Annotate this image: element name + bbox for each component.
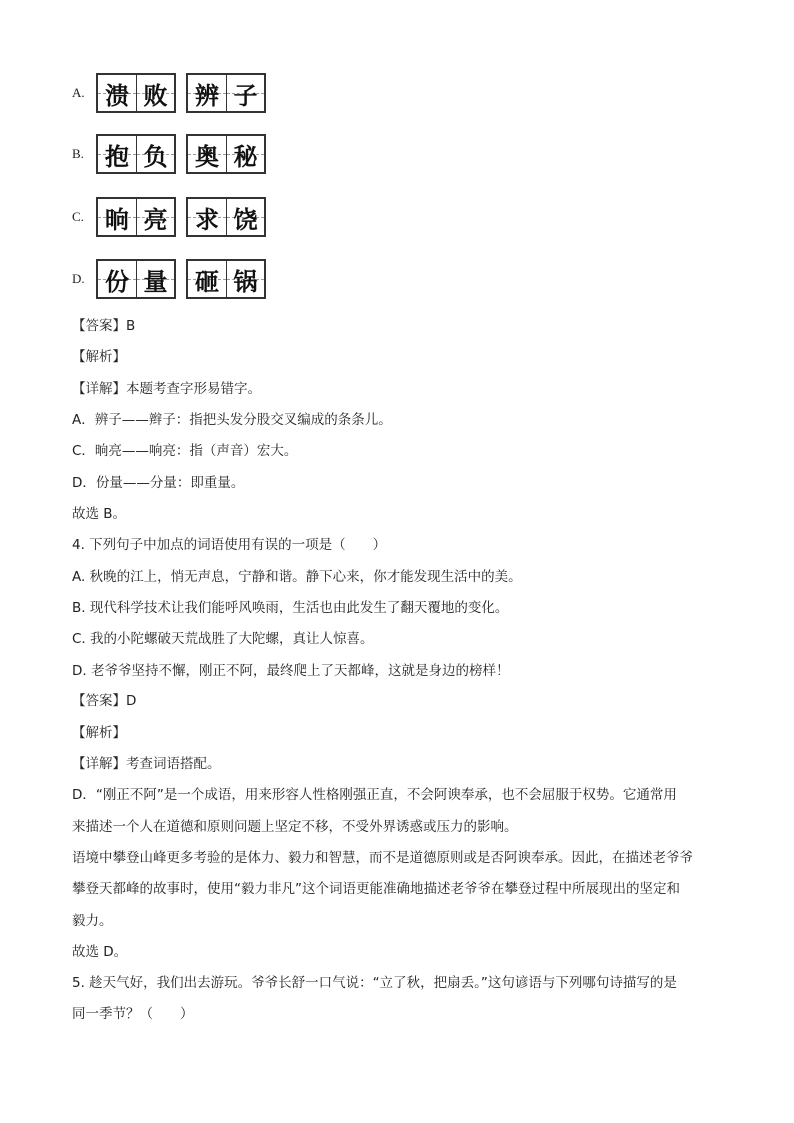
note-line: C．晌亮——响亮：指（声音）宏大。 [72,443,298,459]
char-cell: 饶 [226,199,264,235]
conclusion-line: 故选 B。 [72,506,127,522]
char-cell: 求 [188,199,226,235]
choice-line: D. 老爷爷坚持不懈，刚正不阿，最终爬上了天都峰，这就是身边的榜样！ [72,663,510,679]
explanation-line: 来描述一个人在道德和原则问题上坚定不移，不受外界诱惑或压力的影响。 [72,819,518,835]
explanation-line: D．“刚正不阿”是一个成语，用来形容人性格刚强正直，不会阿谀奉承，也不会屈服于权势。它通常用 [72,787,677,803]
char-cell: 子 [226,75,264,111]
detail-line: 【详解】本题考查字形易错字。 [72,381,261,397]
word-box [96,134,176,174]
answer-line: 【答案】D [72,693,137,709]
analysis-heading: 【解析】 [72,349,126,365]
word-box [96,197,176,237]
question-stem: 4. 下列句子中加点的词语使用有误的一项是（ ） [72,537,387,553]
word-box [96,259,176,299]
word-box [186,259,266,299]
char-cell: 晌 [98,199,136,235]
word-box [96,73,176,113]
option-label: D. [72,271,85,286]
question-stem: 5. 趁天气好，我们出去游玩。爷爷长舒一口气说：“立了秋，把扇丢。”这句谚语与下列哪句诗描写的是 [72,975,677,991]
char-cell: 亮 [136,199,174,235]
option-b [72,134,276,174]
word-box [186,197,266,237]
char-cell: 奥 [188,136,226,172]
char-cell: 份 [98,261,136,297]
note-line: D．份量——分量：即重量。 [72,475,245,491]
option-c [72,197,276,237]
detail-line: 【详解】考查词语搭配。 [72,756,221,772]
char-cell: 抱 [98,136,136,172]
char-cell: 砸 [188,261,226,297]
char-cell: 溃 [98,75,136,111]
word-box [186,73,266,113]
option-label: B. [72,146,84,161]
word-box [186,134,266,174]
option-label: A. [72,85,85,100]
note-line: A．辨子——辫子：指把头发分股交叉编成的条条儿。 [72,412,392,428]
conclusion-line: 故选 D。 [72,944,128,960]
option-a [72,73,276,113]
char-cell: 负 [136,136,174,172]
explanation-line: 语境中攀登山峰更多考验的是体力、毅力和智慧，而不是道德原则或是否阿谀奉承。因此，在描述老爷爷 [72,850,693,866]
option-label: C. [72,209,84,224]
explanation-line: 攀登天都峰的故事时，使用“毅力非凡”这个词语更能准确地描述老爷爷在攀登过程中所展现出的坚定和 [72,881,680,897]
option-d [72,259,276,299]
char-cell: 败 [136,75,174,111]
explanation-line: 毅力。 [72,913,113,929]
analysis-heading: 【解析】 [72,725,126,741]
char-cell: 辨 [188,75,226,111]
answer-line: 【答案】B [72,318,136,334]
question-stem: 同一季节？（ ） [72,1006,194,1022]
choice-line: C. 我的小陀螺破天荒战胜了大陀螺，真让人惊喜。 [72,631,374,647]
char-cell: 锅 [226,261,264,297]
char-cell: 秘 [226,136,264,172]
choice-line: A. 秋晚的江上，悄无声息，宁静和谐。静下心来，你才能发现生活中的美。 [72,569,522,585]
char-cell: 量 [136,261,174,297]
choice-line: B. 现代科学技术让我们能呼风唤雨，生活也由此发生了翻天覆地的变化。 [72,600,509,616]
